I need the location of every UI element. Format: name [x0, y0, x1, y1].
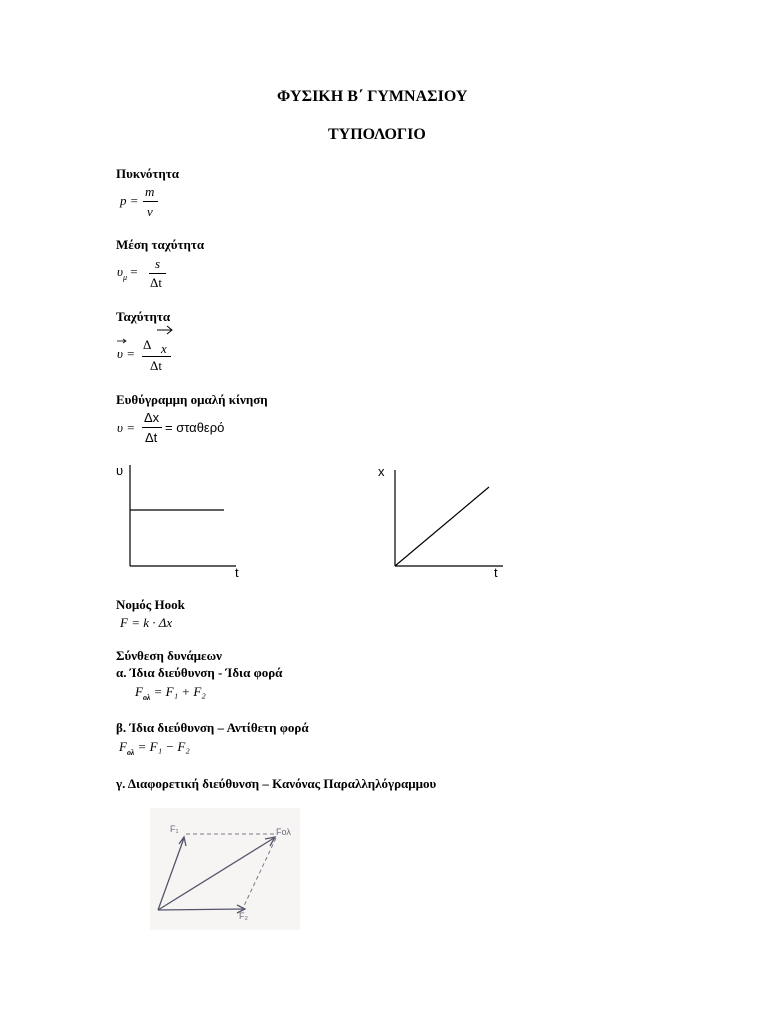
- case-c-heading: γ. Διαφορετική διεύθυνση – Κανόνας Παραλληλόγραμμου: [116, 776, 437, 791]
- f1-vector: [158, 838, 184, 910]
- velocity-lhs: υ =: [117, 346, 135, 361]
- density-denominator: v: [147, 204, 153, 219]
- avg-speed-heading: Μέση ταχύτητα: [116, 237, 205, 252]
- case-a-lhs-sub: ολ: [142, 693, 151, 702]
- graph-right-y-label: x: [378, 464, 385, 479]
- density-numerator: m: [145, 184, 155, 199]
- case-b-rhs: = F₁ − F₂: [137, 739, 190, 754]
- avg-speed-equals: =: [130, 264, 138, 279]
- graph-right-linear-line: [395, 487, 489, 566]
- case-a-rhs: = F₁ + F₂: [153, 684, 206, 699]
- f2-vector: [158, 909, 244, 910]
- case-b-lhs: F: [119, 739, 127, 754]
- avg-speed-denominator: Δt: [150, 275, 162, 290]
- avg-speed-symbol: υ: [117, 264, 123, 279]
- velocity-vector-arrow-v: [117, 338, 127, 344]
- velocity-vector-arrow-x: [157, 325, 173, 335]
- case-a-heading: α. Ίδια διεύθυνση - Ίδια φορά: [116, 665, 283, 680]
- density-fraction-line: [143, 201, 158, 202]
- uniform-motion-lhs: υ =: [117, 420, 135, 435]
- avg-speed-numerator: s: [155, 256, 161, 271]
- case-b-lhs-sub: ολ: [126, 748, 135, 757]
- case-a-lhs: F: [135, 684, 143, 699]
- graph-right-x-label: t: [494, 565, 498, 580]
- graph-right-position-time: [393, 470, 505, 570]
- uniform-motion-rhs: = σταθερό: [165, 420, 225, 435]
- case-a-formula: [135, 684, 206, 700]
- document-title: ΦΥΣΙΚΗ Β΄ ΓΥΜΝΑΣΙΟΥ: [277, 88, 468, 105]
- avg-speed-lhs: [117, 264, 138, 280]
- composition-heading: Σύνθεση δυνάμεων: [116, 648, 222, 663]
- f1-label: F₁: [170, 824, 179, 834]
- uniform-motion-denominator: Δt: [145, 430, 158, 445]
- uniform-motion-numerator: Δx: [144, 410, 160, 425]
- document-subtitle: ΤΥΠΟΛΟΓΙΟ: [328, 126, 426, 143]
- uniform-motion-fraction-line: [142, 427, 162, 428]
- f2-label: F₂: [239, 911, 248, 921]
- velocity-fraction-line: [142, 356, 171, 357]
- parallelogram-right-dashed: [243, 838, 276, 908]
- velocity-heading: Ταχύτητα: [116, 309, 171, 324]
- velocity-numerator-delta: Δ: [143, 337, 152, 352]
- fol-vector: [158, 838, 274, 910]
- velocity-denominator: Δt: [150, 358, 162, 373]
- density-heading: Πυκνότητα: [116, 166, 180, 181]
- graph-left-y-label: υ: [116, 463, 124, 478]
- hooke-heading: Νομός Hook: [116, 597, 185, 612]
- hooke-formula: F = k · Δx: [120, 615, 173, 630]
- graph-left-x-label: t: [235, 565, 239, 580]
- case-b-formula: [119, 739, 190, 755]
- graph-left-velocity-time: [128, 465, 238, 570]
- avg-speed-subscript: μ: [122, 273, 127, 282]
- avg-speed-fraction-line: [149, 273, 166, 274]
- uniform-motion-heading: Ευθύγραμμη ομαλή κίνηση: [116, 392, 268, 407]
- velocity-numerator-x: x: [161, 341, 167, 356]
- density-lhs: p =: [120, 193, 139, 208]
- case-b-heading: β. Ίδια διεύθυνση – Αντίθετη φορά: [116, 720, 309, 735]
- fol-label: Fολ: [276, 827, 291, 837]
